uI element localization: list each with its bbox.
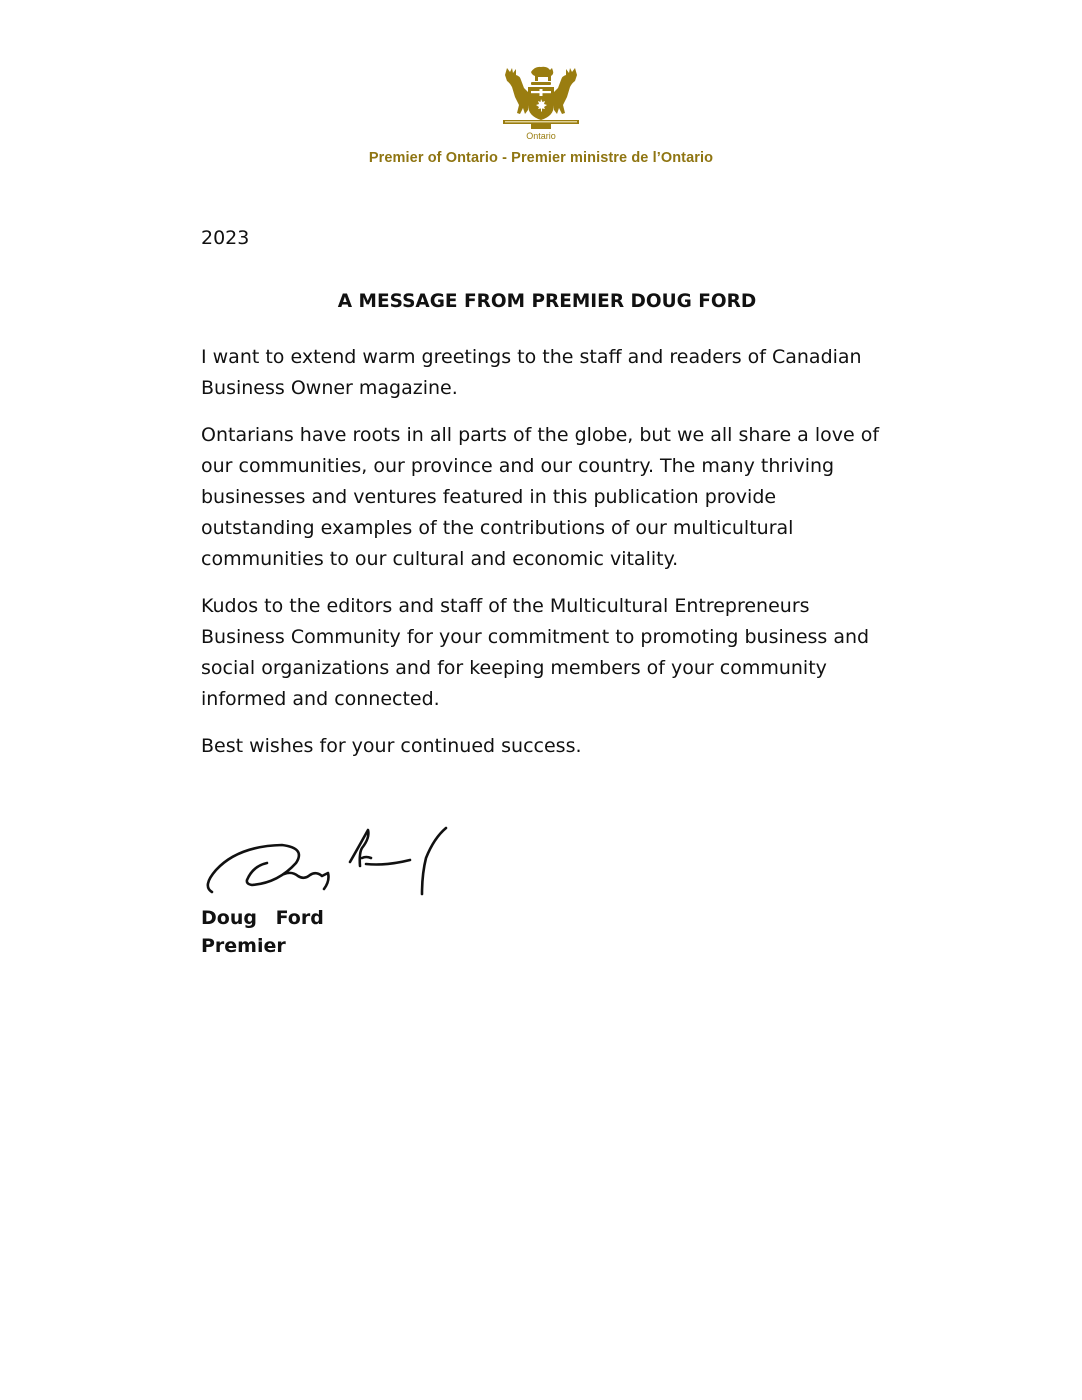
- letter-date: 2023: [201, 227, 250, 249]
- office-title: Premier of Ontario - Premier ministre de l’Ontario: [368, 150, 714, 166]
- handwritten-signature: [200, 822, 452, 902]
- signer-block: [201, 904, 324, 960]
- paragraph-communities: Ontarians have roots in all parts of the globe, but we all share a love of our communities, our province and our country. The many thriving businesses and ventures featured in this publication provide outstanding examples of the contributions of our multicultural communities to our cultural and economic vitality.: [201, 424, 880, 570]
- letter-body: [201, 224, 901, 778]
- ontario-coat-of-arms-icon: [501, 64, 581, 130]
- paragraph-closing: Best wishes for your continued success.: [201, 735, 582, 757]
- letterhead: [0, 64, 1082, 166]
- paragraph-greeting: I want to extend warm greetings to the staff and readers of Canadian Business Owner magazine.: [201, 346, 862, 399]
- crest-wordmark: Ontario: [526, 131, 556, 141]
- letter-heading: A MESSAGE FROM PREMIER DOUG FORD: [337, 291, 757, 312]
- paragraph-kudos: Kudos to the editors and staff of the Multicultural Entrepreneurs Business Community for your commitment to promoting business and social organizations and for keeping members of your community informed and connected.: [201, 595, 870, 710]
- signer-title: Premier: [201, 935, 286, 957]
- signer-name: Doug Ford: [201, 907, 324, 929]
